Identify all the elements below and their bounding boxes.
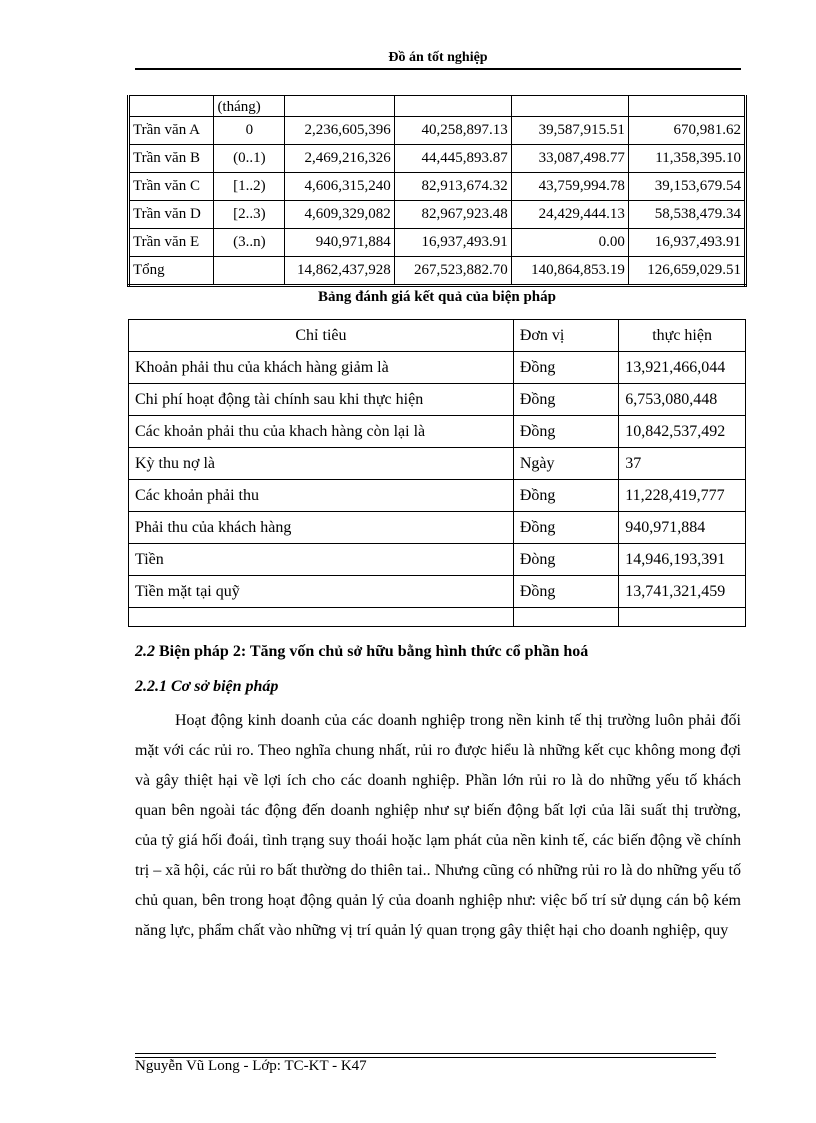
indicator: Tiền — [129, 544, 514, 576]
body-text — [135, 706, 741, 946]
indicator: Các khoản phải thu của khach hàng còn lại là — [129, 416, 514, 448]
cell: 4,606,315,240 — [285, 173, 394, 201]
value: 13,921,466,044 — [619, 352, 746, 384]
section-heading — [135, 643, 588, 661]
total-row — [129, 257, 746, 286]
cell: 39,153,679.54 — [628, 173, 745, 201]
table-row — [129, 608, 746, 627]
cell: 44,445,893.87 — [394, 145, 511, 173]
table-header-row — [129, 320, 746, 352]
table-row — [129, 201, 746, 229]
indicator: Chi phí hoạt động tài chính sau khi thực hiện — [129, 384, 514, 416]
table-row — [129, 352, 746, 384]
cell: 126,659,029.51 — [628, 257, 745, 286]
subsection-heading: 2.2.1 Cơ sở biện pháp — [135, 678, 279, 695]
cell: 33,087,498.77 — [511, 145, 628, 173]
evaluation-table — [128, 319, 746, 627]
section-title: Biện pháp 2: Tăng vốn chủ sở hữu bằng hình thức cổ phần hoá — [159, 643, 589, 660]
table-row — [129, 448, 746, 480]
footer-author: Nguyễn Vũ Long - Lớp: TC-KT - K47 — [135, 1058, 367, 1074]
indicator: Phải thu của khách hàng — [129, 512, 514, 544]
period: [1..2) — [214, 173, 285, 201]
cell: 140,864,853.19 — [511, 257, 628, 286]
cell: 11,358,395.10 — [628, 145, 745, 173]
cell: 670,981.62 — [628, 117, 745, 145]
cell: 14,862,437,928 — [285, 257, 394, 286]
period: (0..1) — [214, 145, 285, 173]
header-indicator: Chỉ tiêu — [129, 320, 514, 352]
unit: Đòng — [513, 544, 618, 576]
value: 11,228,419,777 — [619, 480, 746, 512]
cell: 40,258,897.13 — [394, 117, 511, 145]
value: 6,753,080,448 — [619, 384, 746, 416]
unit: Đồng — [513, 512, 618, 544]
customer-name: Trần văn D — [129, 201, 214, 229]
table-row — [129, 173, 746, 201]
total-label: Tổng — [129, 257, 214, 286]
table-row — [129, 544, 746, 576]
cell: 16,937,493.91 — [628, 229, 745, 257]
unit: Đồng — [513, 576, 618, 608]
cell: 82,913,674.32 — [394, 173, 511, 201]
unit: Đồng — [513, 416, 618, 448]
cell: 0.00 — [511, 229, 628, 257]
period: [2..3) — [214, 201, 285, 229]
cell: 16,937,493.91 — [394, 229, 511, 257]
table-row — [129, 512, 746, 544]
table-row — [129, 229, 746, 257]
value: 940,971,884 — [619, 512, 746, 544]
table-row — [129, 96, 746, 117]
value: 14,946,193,391 — [619, 544, 746, 576]
table-row — [129, 384, 746, 416]
customer-name: Trần văn A — [129, 117, 214, 145]
customer-name: Trần văn B — [129, 145, 214, 173]
period: 0 — [214, 117, 285, 145]
cell: 267,523,882.70 — [394, 257, 511, 286]
section-number: 2.2 — [135, 643, 155, 660]
customer-name: Trần văn E — [129, 229, 214, 257]
table-row — [129, 117, 746, 145]
cell: 2,469,216,326 — [285, 145, 394, 173]
header-unit: Đơn vị — [513, 320, 618, 352]
paragraph: Hoạt động kinh doanh của các doanh nghiệp trong nền kinh tế thị trường luôn phải đối mặt với các rủi ro. Theo nghĩa chung nhất, rủi ro được hiểu là những kết cục không mong đợi và gây thiệt hại về lợi ích cho các doanh nghiệp. Phần lớn rủi ro là do những yếu tố khách quan bên ngoài tác động đến doanh nghiệp như sự biến động bất lợi của lãi suất thị trường, của tỷ giá hối đoái, tình trạng suy thoái hoặc lạm phát của nền kinh tế, các biến động về chính trị – xã hội, các rủi ro bất thường do thiên tai.. Nhưng cũng có những rủi ro là do những yếu tố chủ quan, bên trong hoạt động quản lý của doanh nghiệp như: việc bố trí sử dụng cán bộ kém năng lực, phẩm chất vào những vị trí quản lý quan trọng gây thiệt hại cho doanh nghiệp, quy — [135, 712, 741, 939]
cell: 39,587,915.51 — [511, 117, 628, 145]
table-row — [129, 416, 746, 448]
value: 10,842,537,492 — [619, 416, 746, 448]
indicator: Kỳ thu nợ là — [129, 448, 514, 480]
cell: 940,971,884 — [285, 229, 394, 257]
cell: 82,967,923.48 — [394, 201, 511, 229]
indicator: Khoản phải thu của khách hàng giảm là — [129, 352, 514, 384]
period: (3..n) — [214, 229, 285, 257]
cell: 2,236,605,396 — [285, 117, 394, 145]
table-row — [129, 480, 746, 512]
evaluation-table-title: Bảng đánh giá kết quả của biện pháp — [317, 289, 556, 305]
page-header-title: Đồ án tốt nghiệp — [388, 50, 488, 65]
cell: 4,609,329,082 — [285, 201, 394, 229]
receivables-table — [127, 95, 747, 287]
indicator: Tiền mặt tại quỹ — [129, 576, 514, 608]
unit: Đồng — [513, 384, 618, 416]
customer-name: Trần văn C — [129, 173, 214, 201]
indicator: Các khoản phải thu — [129, 480, 514, 512]
header-rule — [135, 68, 741, 70]
table-row — [129, 145, 746, 173]
value: 37 — [619, 448, 746, 480]
cell: 43,759,994.78 — [511, 173, 628, 201]
period-unit-header: (tháng) — [214, 96, 285, 117]
unit: Đồng — [513, 352, 618, 384]
cell: 24,429,444.13 — [511, 201, 628, 229]
header-value: thực hiện — [619, 320, 746, 352]
table-row — [129, 576, 746, 608]
value: 13,741,321,459 — [619, 576, 746, 608]
unit: Ngày — [513, 448, 618, 480]
unit: Đồng — [513, 480, 618, 512]
cell: 58,538,479.34 — [628, 201, 745, 229]
